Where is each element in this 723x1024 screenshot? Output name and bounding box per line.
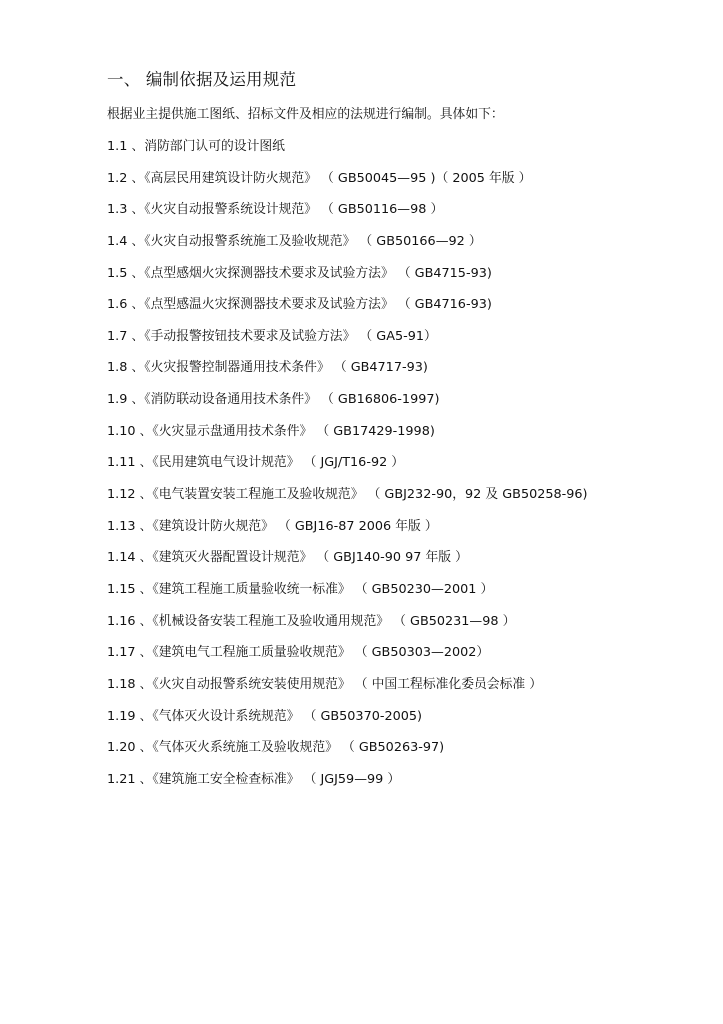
list-item: 1.13 、《建筑设计防火规范》 （ GBJ16-87 2006 年版 ） (107, 518, 438, 534)
list-item: 1.19 、《气体灭火设计系统规范》 （ GB50370-2005) (107, 708, 423, 724)
list-item: 1.3 、《火灾自动报警系统设计规范》 （ GB50116—98 ） (107, 202, 444, 218)
list-item: 1.15 、《建筑工程施工质量验收统一标准》 （ GB50230—2001 ） (107, 581, 494, 597)
list-item: 1.7 、《手动报警按钮技术要求及试验方法》 （ GA5-91） (107, 328, 437, 344)
list-item: 1.6 、《点型感温火灾探测器技术要求及试验方法》 （ GB4716-93) (107, 297, 492, 313)
standards-list (107, 138, 588, 802)
list-item: 1.14 、《建筑灭火器配置设计规范》 （ GBJ140-90 97 年版 ） (107, 550, 468, 566)
list-item: 1.2 、《高层民用建筑设计防火规范》 （ GB50045—95 )（ 2005 年版 ） (107, 170, 532, 186)
list-item: 1.21 、《建筑施工安全检查标准》 （ JGJ59—99 ） (107, 771, 401, 787)
list-item: 1.4 、《火灾自动报警系统施工及验收规范》 （ GB50166—92 ） (107, 233, 482, 249)
list-item: 1.5 、《点型感烟火灾探测器技术要求及试验方法》 （ GB4715-93) (107, 265, 492, 281)
list-item: 1.17 、《建筑电气工程施工质量验收规范》 （ GB50303—2002） (107, 645, 490, 661)
list-item: 1.8 、《火灾报警控制器通用技术条件》 （ GB4717-93) (107, 360, 428, 376)
intro-paragraph: 根据业主提供施工图纸、招标文件及相应的法规进行编制。具体如下： (107, 107, 504, 122)
list-item: 1.18 、《火灾自动报警系统安装使用规范》 （ 中国工程标准化委员会标准 ） (107, 676, 543, 692)
list-item: 1.9 、《消防联动设备通用技术条件》 （ GB16806-1997) (107, 392, 440, 408)
list-item: 1.1 、消防部门认可的设计图纸 (107, 139, 285, 154)
list-item: 1.16 、《机械设备安装工程施工及验收通用规范》 （ GB50231—98 ） (107, 613, 516, 629)
list-item: 1.10 、《火灾显示盘通用技术条件》 （ GB17429-1998) (107, 423, 435, 439)
section-heading: 一、 编制依据及运用规范 (107, 70, 297, 89)
list-item: 1.20 、《气体灭火系统施工及验收规范》 （ GB50263-97) (107, 740, 445, 756)
list-item: 1.11 、《民用建筑电气设计规范》 （ JGJ/T16-92 ） (107, 455, 405, 471)
list-item: 1.12 、《电气装置安装工程施工及验收规范》 （ GBJ232-90，92 及 GB50258-96) (107, 487, 588, 503)
